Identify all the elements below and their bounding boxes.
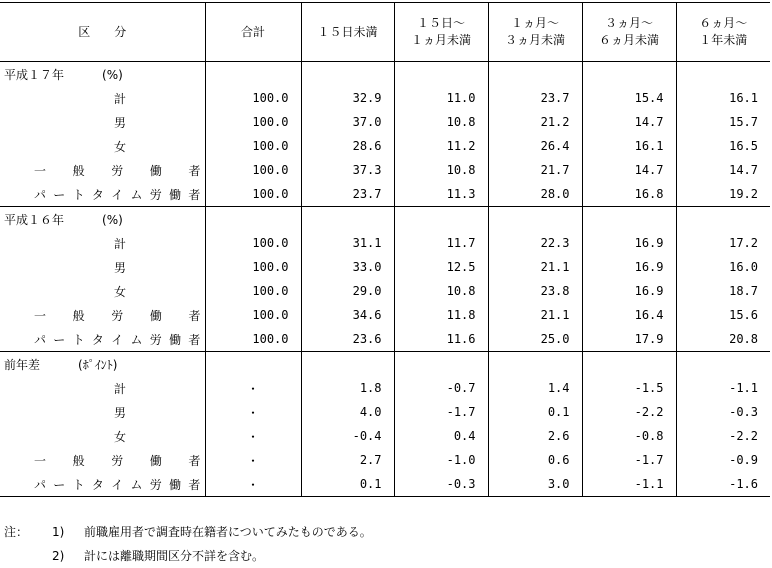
table-row <box>0 86 770 110</box>
empty-cell <box>582 62 676 87</box>
value-cell: 20.8 <box>676 327 770 352</box>
row-label <box>0 327 205 352</box>
value-cell: 29.0 <box>301 279 394 303</box>
table-row <box>0 400 770 424</box>
row-label-char: 者 <box>188 163 201 178</box>
header-col-4: ３ヵ月～ ６ヵ月未満 <box>582 3 676 62</box>
table-row <box>0 303 770 327</box>
note-2: 2) 計には離職期間区分不詳を含む。 <box>52 549 265 563</box>
table-row <box>0 279 770 303</box>
section-title <box>0 207 205 232</box>
value-cell: 11.8 <box>394 303 488 327</box>
empty-cell <box>205 207 301 232</box>
value-cell: 16.9 <box>582 255 676 279</box>
value-cell: -0.9 <box>676 448 770 472</box>
row-label-char: 労 <box>111 453 124 468</box>
value-cell: -1.1 <box>676 376 770 400</box>
value-cell: 11.7 <box>394 231 488 255</box>
value-cell: -2.2 <box>582 400 676 424</box>
row-label <box>0 472 205 497</box>
value-cell: 23.8 <box>488 279 582 303</box>
value-cell: 26.4 <box>488 134 582 158</box>
section-header-row <box>0 62 770 87</box>
value-cell: 23.7 <box>301 182 394 207</box>
value-cell: -1.5 <box>582 376 676 400</box>
header-total: 合計 <box>205 3 301 62</box>
value-cell: 21.2 <box>488 110 582 134</box>
value-cell: -0.7 <box>394 376 488 400</box>
value-cell: 17.9 <box>582 327 676 352</box>
value-cell: 14.7 <box>582 110 676 134</box>
row-label-char: 働 <box>169 477 182 492</box>
value-cell: 33.0 <box>301 255 394 279</box>
value-cell: 14.7 <box>582 158 676 182</box>
value-cell: ・ <box>205 472 301 497</box>
value-cell: 15.6 <box>676 303 770 327</box>
empty-cell <box>488 62 582 87</box>
row-label-char: 般 <box>72 453 85 468</box>
row-label-char: イ <box>111 187 124 202</box>
value-cell: 16.9 <box>582 231 676 255</box>
value-cell: 100.0 <box>205 182 301 207</box>
section-title-text: 平成１７年 <box>4 67 65 82</box>
row-label-char: 者 <box>188 477 201 492</box>
section-unit: (ﾎﾟｲﾝﾄ) <box>78 357 118 372</box>
empty-cell <box>582 207 676 232</box>
row-label-char: パ <box>34 187 47 202</box>
value-cell: -0.3 <box>676 400 770 424</box>
empty-cell <box>394 62 488 87</box>
empty-cell <box>676 207 770 232</box>
value-cell: 1.8 <box>301 376 394 400</box>
empty-cell <box>488 207 582 232</box>
table-row <box>0 134 770 158</box>
value-cell: 100.0 <box>205 86 301 110</box>
value-cell: 15.7 <box>676 110 770 134</box>
section-unit: (%) <box>102 212 123 227</box>
empty-cell <box>676 62 770 87</box>
value-cell: 16.5 <box>676 134 770 158</box>
row-label-char: ト <box>72 187 85 202</box>
table-row <box>0 255 770 279</box>
row-label-char: 働 <box>149 163 162 178</box>
value-cell: 28.6 <box>301 134 394 158</box>
value-cell: 28.0 <box>488 182 582 207</box>
value-cell: 23.6 <box>301 327 394 352</box>
section-header-row <box>0 207 770 232</box>
value-cell: 37.0 <box>301 110 394 134</box>
value-cell: 16.1 <box>582 134 676 158</box>
value-cell: -1.1 <box>582 472 676 497</box>
header-col-5: ６ヵ月～ １年未満 <box>676 3 770 62</box>
row-label-char: ー <box>53 477 66 492</box>
table-row <box>0 472 770 497</box>
value-cell: 100.0 <box>205 327 301 352</box>
value-cell: 31.1 <box>301 231 394 255</box>
value-cell: 32.9 <box>301 86 394 110</box>
empty-cell <box>301 352 394 377</box>
row-label-char: 者 <box>188 332 201 347</box>
value-cell: 25.0 <box>488 327 582 352</box>
row-label-char: 働 <box>149 453 162 468</box>
value-cell: 2.7 <box>301 448 394 472</box>
empty-cell <box>205 352 301 377</box>
row-label-char: 者 <box>188 187 201 202</box>
value-cell: 18.7 <box>676 279 770 303</box>
table-row <box>0 327 770 352</box>
row-label-char: ム <box>130 332 143 347</box>
row-label: 計 <box>114 91 127 106</box>
value-cell: 15.4 <box>582 86 676 110</box>
row-label-char: イ <box>111 332 124 347</box>
header-col-2: １５日～ １ヵ月未満 <box>394 3 488 62</box>
row-label-char: 働 <box>169 332 182 347</box>
empty-cell <box>676 352 770 377</box>
empty-cell <box>301 62 394 87</box>
value-cell: 34.6 <box>301 303 394 327</box>
value-cell: ・ <box>205 400 301 424</box>
value-cell: 21.1 <box>488 255 582 279</box>
value-cell: -0.4 <box>301 424 394 448</box>
table-row <box>0 158 770 182</box>
row-label-char: ト <box>72 477 85 492</box>
value-cell: 0.6 <box>488 448 582 472</box>
header-category: 区 分 <box>0 3 205 62</box>
table-row <box>0 231 770 255</box>
value-cell: ・ <box>205 424 301 448</box>
section-title-text: 平成１６年 <box>4 212 65 227</box>
section-title-text: 前年差 <box>4 357 41 372</box>
row-label: 男 <box>114 115 127 130</box>
row-label: 男 <box>114 260 127 275</box>
empty-cell <box>394 207 488 232</box>
empty-cell <box>582 352 676 377</box>
empty-cell <box>205 62 301 87</box>
table-row <box>0 376 770 400</box>
empty-cell <box>394 352 488 377</box>
value-cell: 14.7 <box>676 158 770 182</box>
value-cell: 16.8 <box>582 182 676 207</box>
row-label-char: ト <box>72 332 85 347</box>
row-label-char: タ <box>91 187 104 202</box>
value-cell: 11.0 <box>394 86 488 110</box>
value-cell: 100.0 <box>205 303 301 327</box>
value-cell: 11.6 <box>394 327 488 352</box>
row-label-char: イ <box>111 477 124 492</box>
row-label-char: ー <box>53 332 66 347</box>
empty-cell <box>301 207 394 232</box>
header-col-1: １５日未満 <box>301 3 394 62</box>
row-label-char: ー <box>53 187 66 202</box>
row-label-char: タ <box>91 332 104 347</box>
table-row <box>0 448 770 472</box>
value-cell: 100.0 <box>205 110 301 134</box>
value-cell: 19.2 <box>676 182 770 207</box>
row-label: 男 <box>114 405 127 420</box>
row-label <box>0 303 205 327</box>
value-cell: -0.8 <box>582 424 676 448</box>
table-row <box>0 182 770 207</box>
note-1: 注： 1) 前職雇用者で調査時在籍者についてみたものである。 <box>4 525 372 539</box>
row-label: 女 <box>114 429 127 444</box>
value-cell: 22.3 <box>488 231 582 255</box>
header-col-3: １ヵ月～ ３ヵ月未満 <box>488 3 582 62</box>
row-label-char: 働 <box>169 187 182 202</box>
value-cell: 3.0 <box>488 472 582 497</box>
value-cell: 11.2 <box>394 134 488 158</box>
section-title <box>0 62 205 87</box>
duration-table <box>0 2 770 497</box>
value-cell: 16.1 <box>676 86 770 110</box>
value-cell: -1.7 <box>394 400 488 424</box>
row-label-char: 労 <box>111 308 124 323</box>
value-cell: 100.0 <box>205 279 301 303</box>
value-cell: 0.4 <box>394 424 488 448</box>
value-cell: 10.8 <box>394 158 488 182</box>
value-cell: 100.0 <box>205 231 301 255</box>
row-label-char: 一 <box>34 453 47 468</box>
value-cell: 16.4 <box>582 303 676 327</box>
row-label: 計 <box>114 236 127 251</box>
header-row <box>0 3 770 62</box>
row-label-char: ム <box>130 187 143 202</box>
value-cell: 16.0 <box>676 255 770 279</box>
row-label <box>0 182 205 207</box>
value-cell: -1.7 <box>582 448 676 472</box>
row-label-char: 者 <box>188 453 201 468</box>
value-cell: 17.2 <box>676 231 770 255</box>
empty-cell <box>488 352 582 377</box>
row-label-char: 労 <box>111 163 124 178</box>
value-cell: 12.5 <box>394 255 488 279</box>
value-cell: 100.0 <box>205 255 301 279</box>
row-label <box>0 448 205 472</box>
row-label-char: 労 <box>149 187 162 202</box>
row-label-char: 者 <box>188 308 201 323</box>
value-cell: 10.8 <box>394 279 488 303</box>
table-row <box>0 424 770 448</box>
value-cell: 100.0 <box>205 158 301 182</box>
row-label-char: パ <box>34 332 47 347</box>
value-cell: 2.6 <box>488 424 582 448</box>
value-cell: 21.7 <box>488 158 582 182</box>
notes <box>4 520 372 568</box>
value-cell: 23.7 <box>488 86 582 110</box>
section-unit: (%) <box>102 67 123 82</box>
row-label <box>0 158 205 182</box>
row-label-char: 働 <box>149 308 162 323</box>
row-label-char: 般 <box>72 163 85 178</box>
value-cell: -1.0 <box>394 448 488 472</box>
row-label-char: パ <box>34 477 47 492</box>
value-cell: 11.3 <box>394 182 488 207</box>
section-header-row <box>0 352 770 377</box>
value-cell: 37.3 <box>301 158 394 182</box>
value-cell: 4.0 <box>301 400 394 424</box>
table-body <box>0 62 770 497</box>
table-row <box>0 110 770 134</box>
value-cell: 0.1 <box>301 472 394 497</box>
value-cell: 1.4 <box>488 376 582 400</box>
value-cell: ・ <box>205 448 301 472</box>
value-cell: ・ <box>205 376 301 400</box>
row-label-char: 一 <box>34 163 47 178</box>
row-label-char: 般 <box>72 308 85 323</box>
value-cell: -0.3 <box>394 472 488 497</box>
row-label-char: 労 <box>149 477 162 492</box>
value-cell: 16.9 <box>582 279 676 303</box>
row-label-char: 労 <box>149 332 162 347</box>
section-title <box>0 352 205 377</box>
row-label-char: タ <box>91 477 104 492</box>
row-label: 女 <box>114 284 127 299</box>
row-label: 計 <box>114 381 127 396</box>
value-cell: 0.1 <box>488 400 582 424</box>
value-cell: 100.0 <box>205 134 301 158</box>
value-cell: 10.8 <box>394 110 488 134</box>
value-cell: 21.1 <box>488 303 582 327</box>
value-cell: -1.6 <box>676 472 770 497</box>
row-label: 女 <box>114 139 127 154</box>
row-label-char: ム <box>130 477 143 492</box>
value-cell: -2.2 <box>676 424 770 448</box>
row-label-char: 一 <box>34 308 47 323</box>
